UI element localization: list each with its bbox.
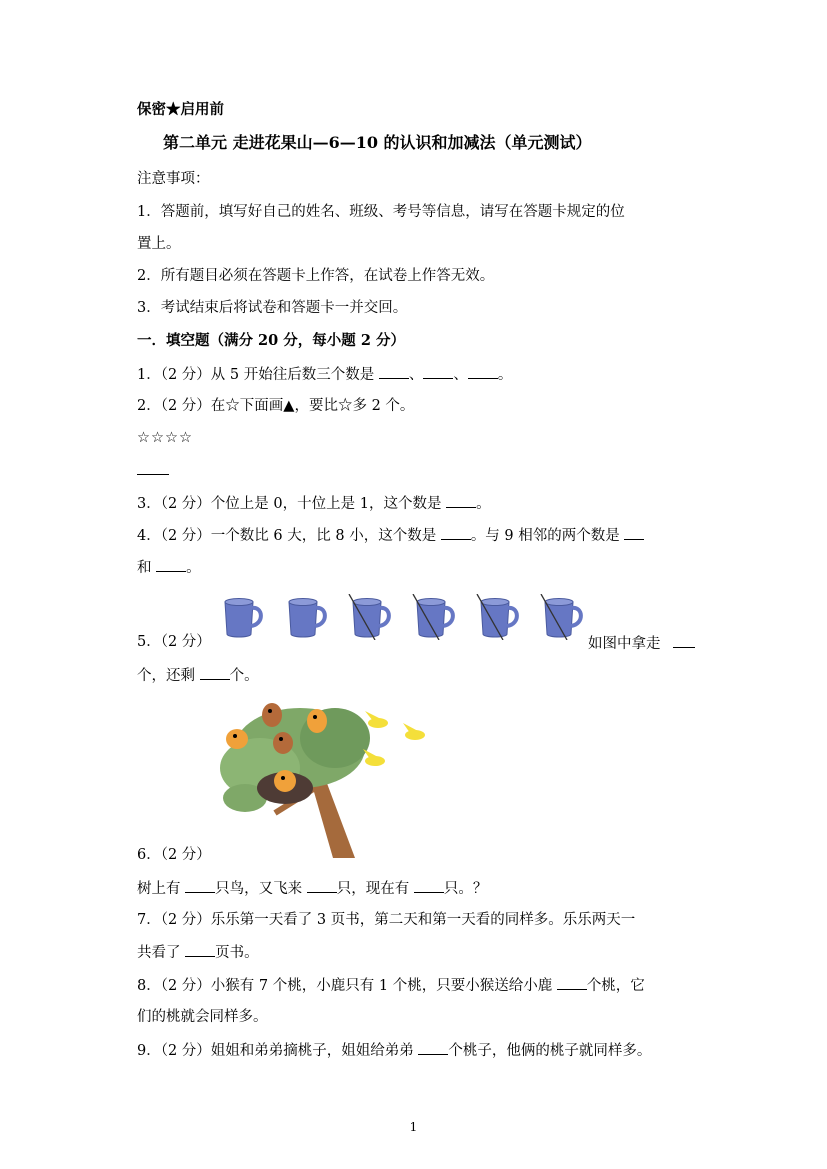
- question-6-line-2: 树上有 只鸟，又飞来 只，现在有 只。？: [137, 878, 487, 899]
- bird-icon: [307, 709, 327, 733]
- bird-icon: [262, 703, 282, 727]
- note-1a: 1．答题前，填写好自己的姓名、班级、考号等信息，请写在答题卡规定的位: [137, 204, 625, 220]
- mug-icon: [417, 599, 453, 638]
- question-3: [137, 493, 491, 514]
- note-1b: 置上。: [137, 236, 181, 252]
- q3-blank[interactable]: [446, 493, 476, 508]
- question-4-line-2: [137, 557, 201, 578]
- q1-end: 。: [497, 367, 513, 383]
- q1-blank-2[interactable]: [423, 364, 453, 379]
- q3-end: 。: [476, 496, 491, 512]
- question-8: 8．（2 分）小猴有 7 个桃，小鹿只有 1 个桃，只要小猴送给小鹿 个桃，它: [137, 975, 645, 996]
- mug-icon: [289, 599, 325, 638]
- note-2: 2．所有题目必须在答题卡上作答，在试卷上作答无效。: [137, 268, 495, 284]
- mug-icon: [545, 599, 581, 638]
- question-7: 7．（2 分）乐乐第一天看了 3 页书，第二天和第一天看的同样多。乐乐两天一: [137, 912, 636, 928]
- q4-blank-3[interactable]: [156, 557, 186, 572]
- q8-blank[interactable]: [557, 975, 587, 990]
- q5-suffix: 如图中拿走: [588, 633, 695, 654]
- note-3: 3．考试结束后将试卷和答题卡一并交回。: [137, 300, 408, 316]
- bird-icon: [274, 770, 296, 792]
- bird-icon: [273, 732, 293, 754]
- flying-bird-icon: [365, 711, 388, 728]
- tree-trunk: [310, 778, 355, 858]
- question-8-line-2: 们的桃就会同样多。: [137, 1009, 268, 1025]
- q5-ge: 个，还剩: [137, 668, 195, 684]
- q4-blank-2[interactable]: [624, 525, 644, 540]
- q1-blank-3[interactable]: [468, 364, 498, 379]
- question-7-line-2: 共看了 页书。: [137, 942, 259, 963]
- q7-blank[interactable]: [185, 942, 215, 957]
- question-9: 9．（2 分）姐姐和弟弟摘桃子，姐姐给弟弟 个桃子，他俩的桃子就同样多。: [137, 1040, 651, 1061]
- confidential-label: 保密★启用前: [137, 101, 224, 118]
- q4-mid: 。与 9 相邻的两个数是: [470, 528, 620, 544]
- q1-blank-1[interactable]: [379, 364, 409, 379]
- q5-blank-1[interactable]: [673, 633, 695, 648]
- question-6: 6．（2 分）: [137, 847, 211, 863]
- mug-icon: [481, 599, 517, 638]
- q4-text: 4．（2 分）一个数比 6 大，比 8 小，这个数是: [137, 528, 437, 544]
- question-2: 2．（2 分）在☆下面画▲，要比☆多 2 个。: [137, 398, 415, 414]
- q4-blank-1[interactable]: [441, 525, 471, 540]
- section-heading: 一．填空题（满分 20 分，每小题 2 分）: [137, 332, 405, 349]
- q4-end: 。: [186, 560, 201, 576]
- mugs-picture: [215, 594, 587, 640]
- q1-sep-1: 、: [408, 367, 424, 383]
- page-number: 1: [409, 1120, 418, 1134]
- question-1: [137, 364, 512, 385]
- tree-birds-picture: [215, 693, 437, 861]
- q3-text: 3．（2 分）个位上是 0，十位上是 1，这个数是: [137, 496, 442, 512]
- question-5: 5．（2 分）: [137, 634, 211, 650]
- flying-bird-icon: [363, 749, 385, 766]
- mug-icon: [353, 599, 389, 638]
- q6-blank-3[interactable]: [414, 878, 444, 893]
- q4-and: 和: [137, 560, 152, 576]
- page-title: 第二单元 走进花果山—6—10 的认识和加减法（单元测试）: [163, 133, 592, 152]
- bird-icon: [226, 729, 248, 749]
- q1-text: 1．（2 分）从 5 开始往后数三个数是: [137, 367, 375, 383]
- q9-blank[interactable]: [418, 1040, 448, 1055]
- mug-icon: [225, 599, 261, 638]
- q5-blank-2[interactable]: [200, 665, 230, 680]
- notes-heading: 注意事项：: [137, 171, 210, 187]
- q2-stars: ☆☆☆☆: [137, 430, 193, 446]
- q6-blank-1[interactable]: [185, 878, 215, 893]
- question-5-line-2: [137, 665, 259, 686]
- q5-end: 个。: [229, 668, 259, 684]
- q2-answer-line[interactable]: [137, 460, 169, 481]
- flying-bird-icon: [403, 723, 425, 740]
- q1-sep-2: 、: [453, 367, 468, 383]
- q6-blank-2[interactable]: [307, 878, 337, 893]
- question-4: [137, 525, 644, 546]
